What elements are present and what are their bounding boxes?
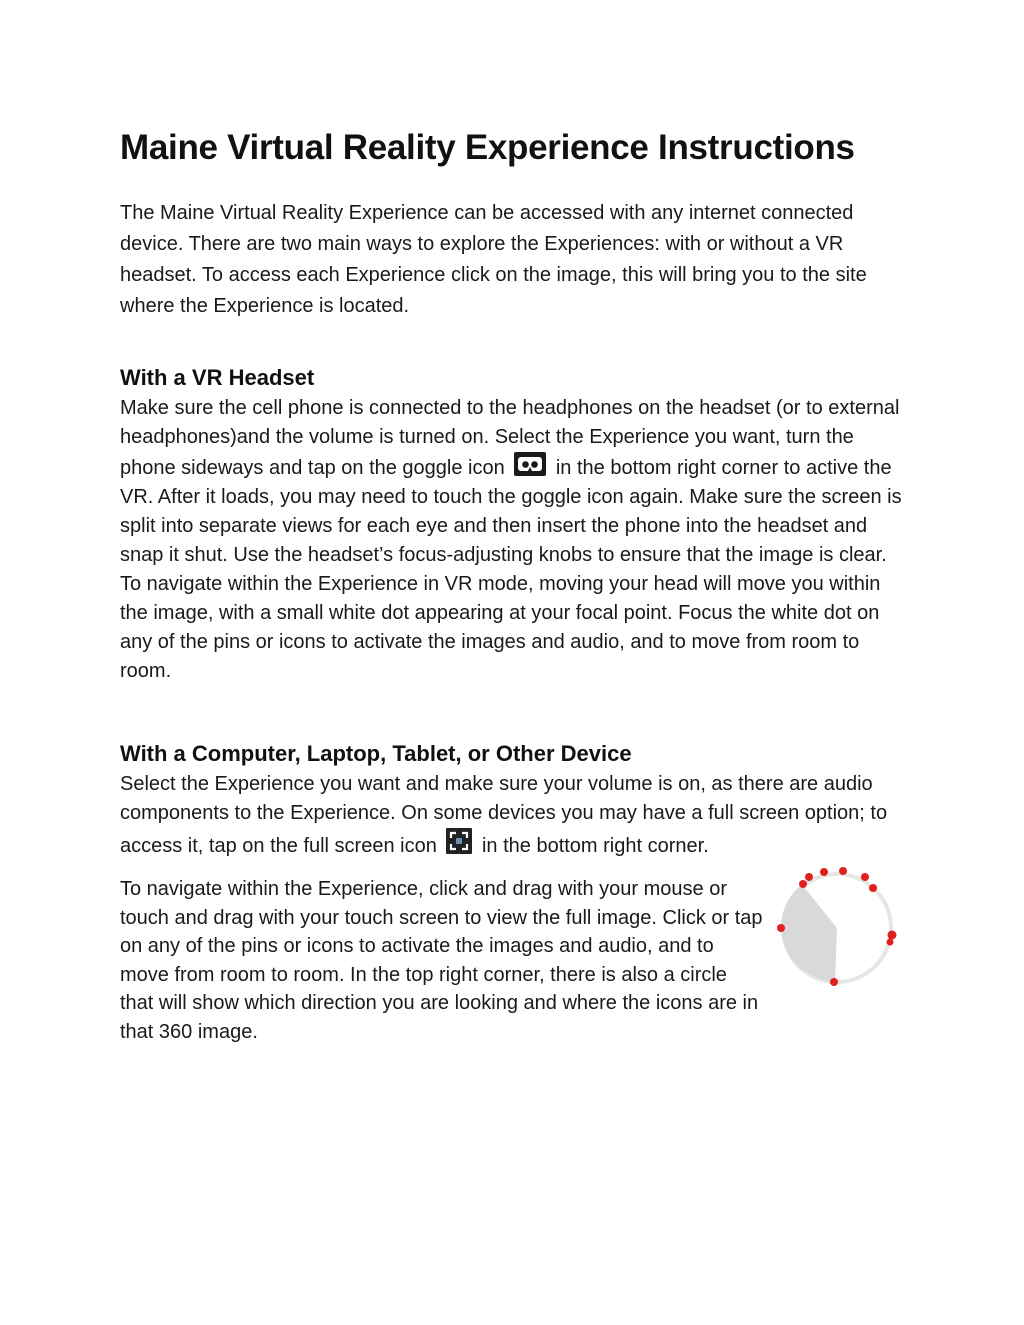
vr-headset-text-before-icon: Make sure the cell phone is connected to the headphones on the headset (or to external headphones)and the volume is turned on. Select the Experience you want, turn the phone sideways and tap on the goggle icon: [120, 397, 900, 479]
device-section: [120, 738, 910, 1047]
vr-headset-paragraph-1: [120, 394, 910, 570]
goggle-icon: [514, 452, 546, 476]
device-text-before-icon: Select the Experience you want and make sure your volume is on, as there are audio components to the Experience. On some devices you may have a full screen option; to access it, tap on the full screen icon: [120, 773, 888, 857]
device-paragraph-1: [120, 770, 910, 861]
vr-headset-text-after-icon: in the bottom right corner to active the VR. After it loads, you may need to touch the goggle icon again. Make sure the screen is split into separate views for each eye and then insert the phone into the headset and snap it shut. Use the headset’s focus-adjusting knobs to ensure that the image is clear.: [120, 457, 902, 566]
device-navigation-row: [120, 875, 910, 1047]
device-text-after-icon: in the bottom right corner.: [476, 835, 709, 857]
page-title: Maine Virtual Reality Experience Instructions: [120, 128, 855, 167]
compass-direction-icon: [777, 863, 907, 993]
device-heading: With a Computer, Laptop, Tablet, or Other Device: [120, 741, 632, 766]
vr-headset-section: [120, 362, 910, 686]
device-paragraph-2: To navigate within the Experience, click and drag with your mouse or touch and drag with your touch screen to view the full image. Click or tap on any of the pins or icons to activate the images and audio, and to move from room to room. In the top right corner, there is also a circle that will show which direction you are looking and where the icons are in that 360 image.: [120, 878, 763, 1043]
intro-paragraph: The Maine Virtual Reality Experience can be accessed with any internet connected device. There are two main ways to explore the Experiences: with or without a VR headset. To access each Experience click on the image, this will bring you to the site where the Experience is located.: [120, 202, 867, 317]
vr-headset-heading: With a VR Headset: [120, 365, 315, 390]
document-page: [120, 118, 910, 1047]
fullscreen-icon: [446, 828, 472, 854]
vr-headset-paragraph-2: To navigate within the Experience in VR mode, moving your head will move you within the image, with a small white dot appearing at your focal point. Focus the white dot on any of the pins or icons to activate the images and audio, and to move from room to room.: [120, 573, 881, 682]
